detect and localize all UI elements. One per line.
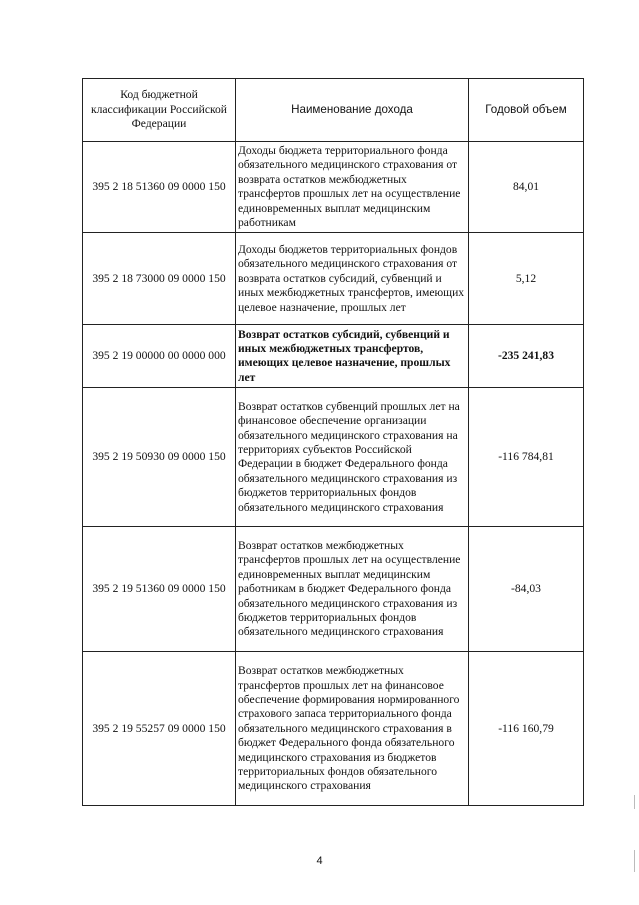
- header-code: Код бюджетной классификации Российской Федерации: [83, 79, 236, 142]
- header-volume: Годовой объем: [469, 79, 584, 142]
- row-code: 395 2 18 51360 09 0000 150: [83, 142, 236, 233]
- scan-edge-mark: [634, 850, 635, 872]
- table-row: [83, 388, 584, 527]
- row-name: Доходы бюджета территориального фонда обязательного медицинского страхования от возврата остатков межбюджетных трансфертов прошлых лет на осуществление единовременных выплат медицинским работникам: [236, 142, 469, 233]
- row-volume: -116 784,81: [469, 388, 584, 527]
- row-code: 395 2 19 55257 09 0000 150: [83, 652, 236, 806]
- row-code: 395 2 19 51360 09 0000 150: [83, 527, 236, 652]
- row-code: 395 2 19 00000 00 0000 000: [83, 325, 236, 388]
- row-name: Доходы бюджетов территориальных фондов обязательного медицинского страхования от возврата остатков субсидий, субвенций и иных межбюджетных трансфертов, имеющих целевое назначение, прошлых лет: [236, 233, 469, 325]
- row-volume: 84,01: [469, 142, 584, 233]
- table-row: [83, 652, 584, 806]
- row-code: 395 2 18 73000 09 0000 150: [83, 233, 236, 325]
- header-name: Наименование дохода: [236, 79, 469, 142]
- row-name: Возврат остатков межбюджетных трансфертов прошлых лет на финансовое обеспечение формирования нормированного страхового запаса территориального фонда обязательного медицинского страхования в бюджет Федерального фонда обязательного медицинского страхования из бюджетов территориальных фондов обязательного медицинского страхования: [236, 652, 469, 806]
- row-volume: -235 241,83: [469, 325, 584, 388]
- page-number: 4: [316, 855, 323, 867]
- table-row: [83, 233, 584, 325]
- scan-edge-mark: [634, 795, 635, 809]
- row-name: Возврат остатков межбюджетных трансфертов прошлых лет на осуществление единовременных выплат медицинским работникам в бюджет Федерального фонда обязательного медицинского страхования из бюджетов территориальных фондов обязательного медицинского страхования: [236, 527, 469, 652]
- table-header-row: [83, 79, 584, 142]
- row-code: 395 2 19 50930 09 0000 150: [83, 388, 236, 527]
- row-volume: -116 160,79: [469, 652, 584, 806]
- row-volume: 5,12: [469, 233, 584, 325]
- table-row: [83, 527, 584, 652]
- budget-revenue-table: [82, 78, 584, 806]
- row-volume: -84,03: [469, 527, 584, 652]
- table-row: [83, 142, 584, 233]
- table-row: [83, 325, 584, 388]
- row-name: Возврат остатков субсидий, субвенций и иных межбюджетных трансфертов, имеющих целевое назначение, прошлых лет: [236, 325, 469, 388]
- row-name: Возврат остатков субвенций прошлых лет на финансовое обеспечение организации обязательного медицинского страхования на территориях субъектов Российской Федерации в бюджет Федерального фонда обязательного медицинского страхования из бюджетов территориальных фондов обязательного медицинского страхования: [236, 388, 469, 527]
